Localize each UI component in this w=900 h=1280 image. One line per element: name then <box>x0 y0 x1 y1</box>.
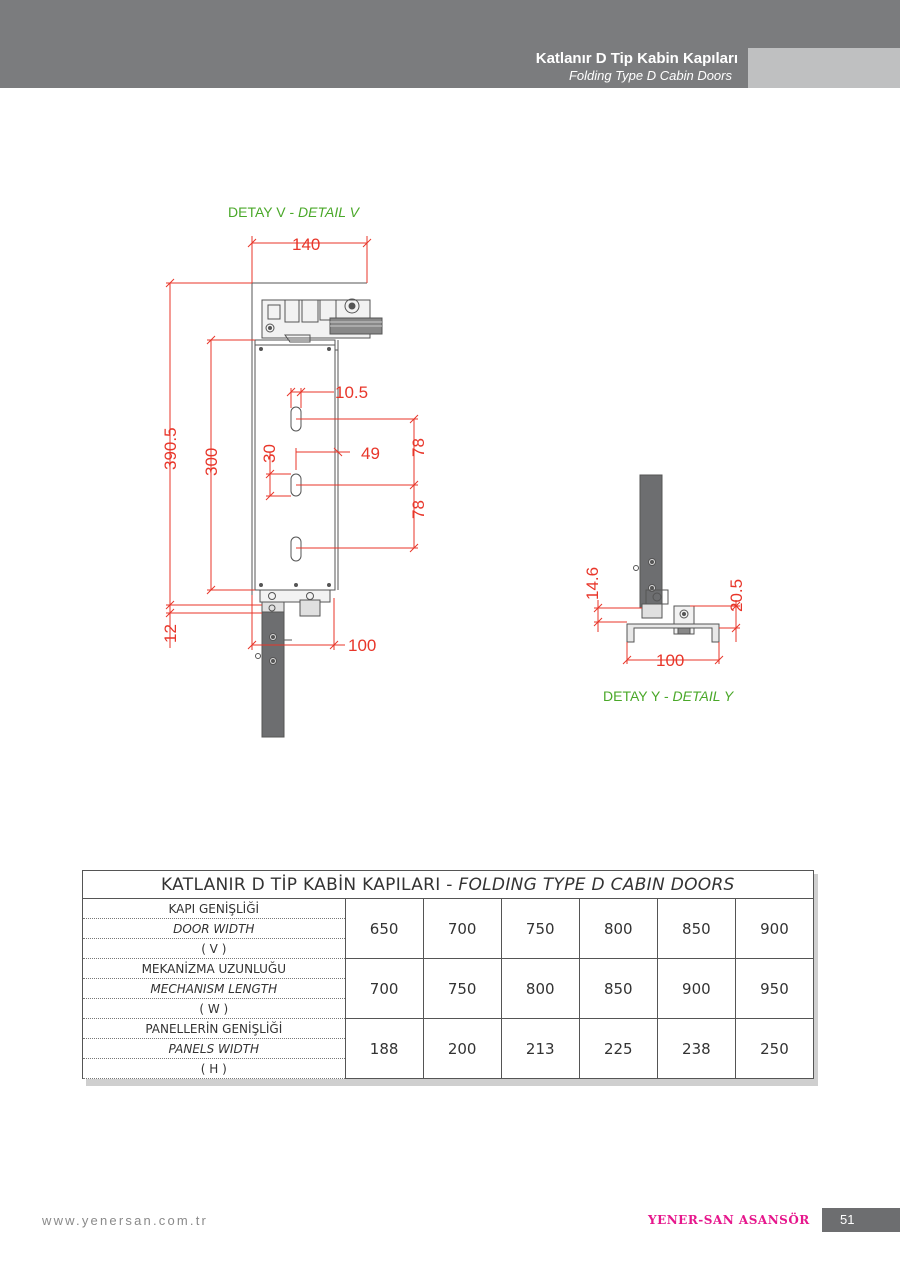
table-cell: 900 <box>657 959 735 1019</box>
dim-140: 140 <box>292 235 321 254</box>
dim-12: 12 <box>161 624 180 643</box>
table-row <box>83 959 814 979</box>
table-cell: 950 <box>735 959 813 1019</box>
detail-v-dimensions <box>166 236 418 650</box>
dim-390-5: 390.5 <box>161 427 180 470</box>
dim-10-5: 10.5 <box>335 383 369 402</box>
dim-14-6: 14.6 <box>583 566 602 600</box>
page-title: Katlanır D Tip Kabin Kapıları <box>535 50 738 67</box>
spec-table <box>82 870 814 1079</box>
row-label-en: DOOR WIDTH <box>83 919 346 939</box>
table-cell: 650 <box>345 899 423 959</box>
table-cell: 850 <box>657 899 735 959</box>
table-cell: 238 <box>657 1019 735 1079</box>
dim-100-v: 100 <box>348 636 377 655</box>
detail-v-label: DETAY V - DETAIL V <box>228 204 359 220</box>
table-cell: 800 <box>579 899 657 959</box>
row-code: ( H ) <box>83 1059 346 1079</box>
detail-y-label: DETAY Y - DETAIL Y <box>603 688 734 704</box>
detail-y-drawing <box>627 475 719 642</box>
row-label-tr: PANELLERİN GENİŞLİĞİ <box>83 1019 346 1039</box>
row-code: ( V ) <box>83 939 346 959</box>
dim-49: 49 <box>361 444 380 463</box>
table-title: KATLANIR D TİP KABİN KAPILARI - FOLDING TYPE D CABIN DOORS <box>83 871 814 899</box>
row-code: ( W ) <box>83 999 346 1019</box>
table-cell: 750 <box>423 959 501 1019</box>
table-cell: 850 <box>579 959 657 1019</box>
row-label-tr: MEKANİZMA UZUNLUĞU <box>83 959 346 979</box>
table-row <box>83 1019 814 1039</box>
table-cell: 250 <box>735 1019 813 1079</box>
row-label-en: PANELS WIDTH <box>83 1039 346 1059</box>
page-subtitle: Folding Type D Cabin Doors <box>568 68 732 83</box>
table-cell: 800 <box>501 959 579 1019</box>
table-cell: 200 <box>423 1019 501 1079</box>
page-number: 51 <box>822 1208 900 1232</box>
footer-brand-logo: YENER-SAN ASANSÖR <box>648 1213 810 1227</box>
table-cell: 750 <box>501 899 579 959</box>
table-cell: 900 <box>735 899 813 959</box>
detail-v-drawing <box>252 283 382 737</box>
footer-website-link[interactable]: www.yenersan.com.tr <box>42 1213 209 1228</box>
dim-20-5: 20.5 <box>727 578 746 612</box>
dim-100-y: 100 <box>656 651 685 670</box>
table-cell: 225 <box>579 1019 657 1079</box>
dim-30: 30 <box>260 444 279 463</box>
table-cell: 700 <box>423 899 501 959</box>
dim-300: 300 <box>202 447 221 476</box>
table-cell: 188 <box>345 1019 423 1079</box>
table-row <box>83 899 814 919</box>
detail-y-dimension-labels <box>583 567 746 670</box>
row-label-tr: KAPI GENİŞLİĞİ <box>83 899 346 919</box>
table-cell: 213 <box>501 1019 579 1079</box>
table-cell: 700 <box>345 959 423 1019</box>
dim-78-b: 78 <box>409 500 428 519</box>
row-label-en: MECHANISM LENGTH <box>83 979 346 999</box>
dim-78-a: 78 <box>409 438 428 457</box>
